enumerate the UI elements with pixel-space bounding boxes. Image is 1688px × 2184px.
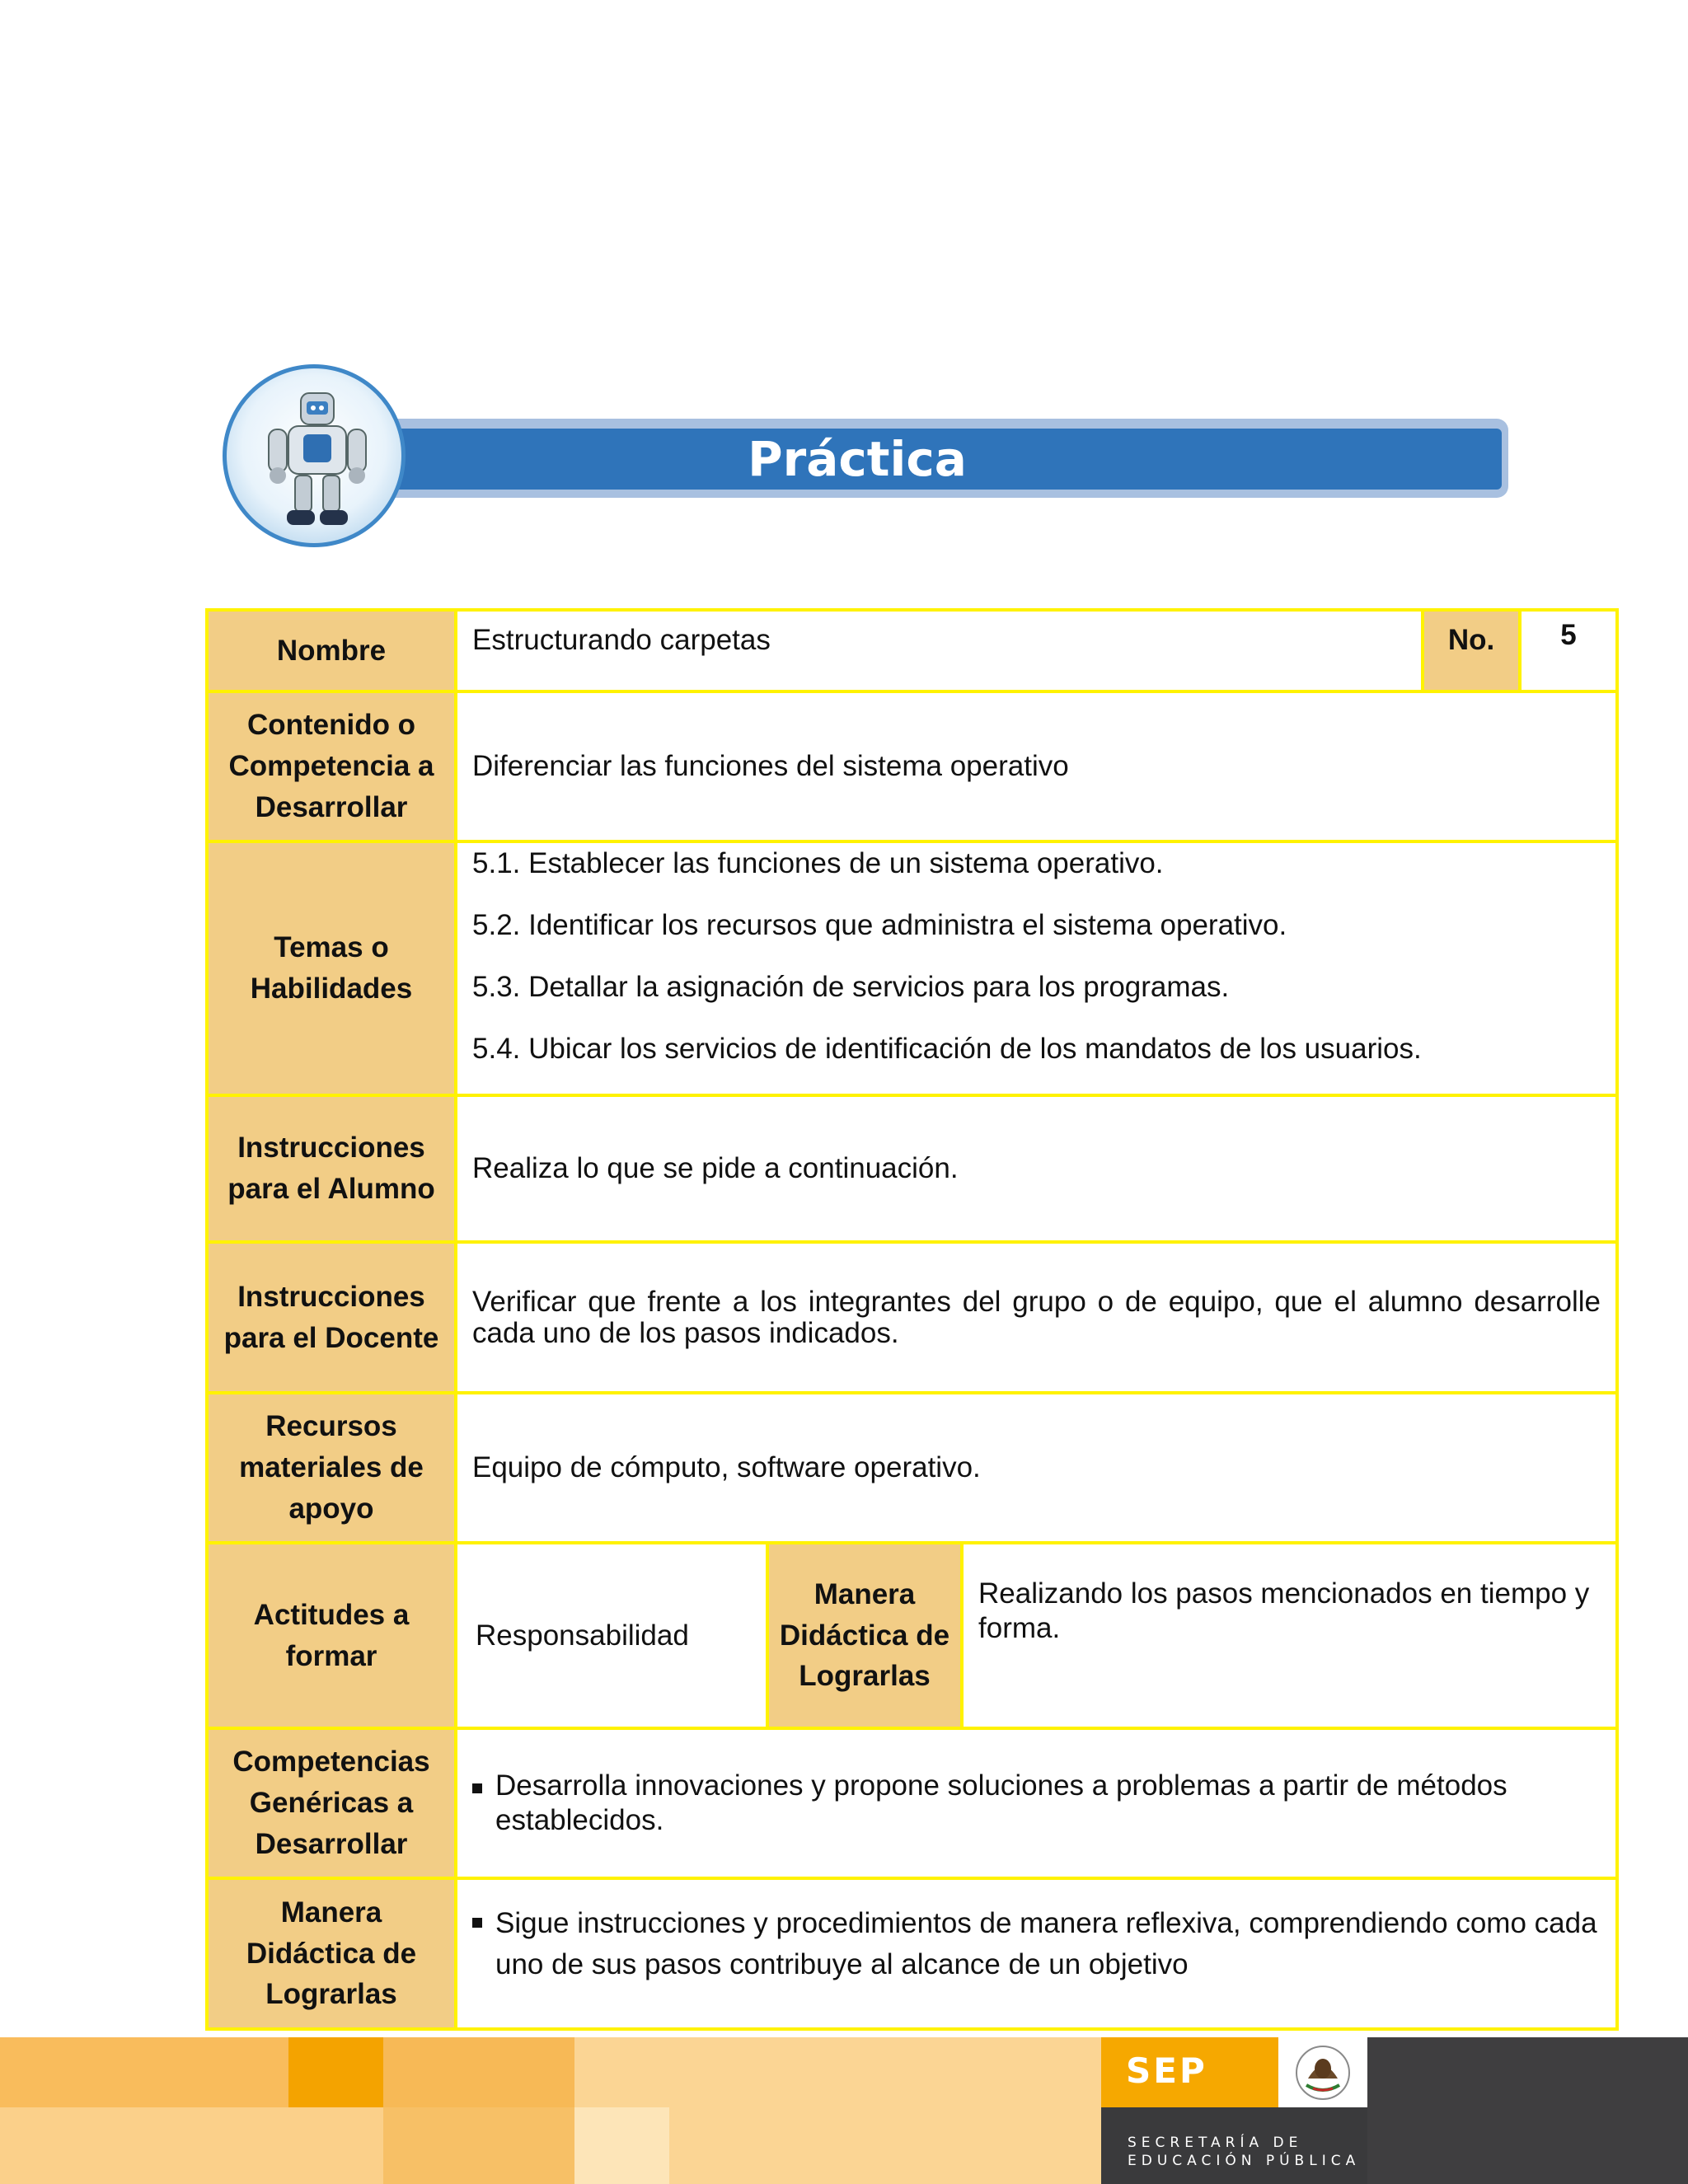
generic-competencies-value (456, 1728, 1617, 1878)
row-topics (207, 841, 1617, 1095)
content-label: Contenido o Competencia a Desarrollar (207, 691, 456, 841)
student-instructions-label: Instrucciones para el Alumno (207, 1095, 456, 1242)
practice-header (223, 364, 1512, 550)
resources-value: Equipo de cómputo, software operativo. (456, 1393, 1617, 1543)
name-value: Estructurando carpetas (456, 610, 1423, 691)
footer-block (0, 2037, 288, 2107)
didactic-method-label: Manera Didáctica de Lograrlas (207, 1878, 456, 2029)
topic-item: 5.2. Identificar los recursos que administra el sistema operativo. (472, 909, 1287, 941)
department-line-1: SECRETARÍA DE (1128, 2135, 1303, 2151)
footer-block (574, 2107, 669, 2184)
row-name (207, 610, 1617, 691)
number-value: 5 (1520, 610, 1617, 691)
robot-mascot-icon (223, 364, 406, 547)
attitudes-method-label: Manera Didáctica de Lograrlas (767, 1543, 962, 1728)
number-label: No. (1423, 610, 1520, 691)
teacher-instructions-value: Verificar que frente a los integrantes del grupo o de equipo, que el alumno desarrolle cada uno de los pasos indicados. (456, 1242, 1617, 1393)
attitudes-label: Actitudes a formar (207, 1543, 456, 1728)
sep-logo-text: SEP (1126, 2050, 1207, 2091)
attitudes-value: Responsabilidad (456, 1543, 767, 1728)
department-line-2: EDUCACIÓN PÚBLICA (1128, 2153, 1361, 2169)
row-resources (207, 1393, 1617, 1543)
footer-block (288, 2037, 383, 2107)
footer-block (669, 2107, 1101, 2184)
topics-value (456, 841, 1617, 1095)
square-bullet-icon (472, 1918, 482, 1928)
row-content (207, 691, 1617, 841)
list-item (472, 1903, 1601, 1985)
teacher-instructions-label: Instrucciones para el Docente (207, 1242, 456, 1393)
didactic-method-value (456, 1878, 1617, 2029)
row-didactic-method (207, 1878, 1617, 2029)
resources-label: Recursos materiales de apoyo (207, 1393, 456, 1543)
square-bullet-icon (472, 1783, 482, 1793)
topic-item: 5.1. Establecer las funciones de un sistema operativo. (472, 847, 1164, 879)
footer-block (383, 2037, 574, 2107)
page-title: Práctica (748, 431, 967, 487)
list-item (472, 1769, 1601, 1838)
row-student-instructions (207, 1095, 1617, 1242)
footer-banner (0, 2037, 1688, 2184)
row-attitudes (207, 1543, 1617, 1728)
footer-block (574, 2037, 1101, 2107)
row-teacher-instructions (207, 1242, 1617, 1393)
attitudes-method-value: Realizando los pasos mencionados en tiempo y forma. (962, 1543, 1617, 1728)
footer-block (0, 2107, 383, 2184)
content-value: Diferenciar las funciones del sistema operativo (456, 691, 1617, 841)
generic-competency-text: Desarrolla innovaciones y propone soluciones a problemas a partir de métodos establecidos. (495, 1769, 1507, 1836)
topics-list (472, 846, 1601, 1066)
topic-item: 5.3. Detallar la asignación de servicios para los programas. (472, 971, 1230, 1003)
row-generic-competencies (207, 1728, 1617, 1878)
student-instructions-value: Realiza lo que se pide a continuación. (456, 1095, 1617, 1242)
name-label: Nombre (207, 610, 456, 691)
didactic-method-text: Sigue instrucciones y procedimientos de manera reflexiva, comprendiendo como cada uno de sus pasos contribuye al alcance de un objetivo (495, 1907, 1597, 1980)
topic-item: 5.4. Ubicar los servicios de identificación de los mandatos de los usuarios. (472, 1033, 1422, 1065)
practice-table (205, 608, 1619, 2031)
topics-label: Temas o Habilidades (207, 841, 456, 1095)
footer-block (383, 2107, 574, 2184)
footer-dark-block (1367, 2037, 1688, 2184)
generic-competencies-label: Competencias Genéricas a Desarrollar (207, 1728, 456, 1878)
mexico-coat-of-arms-icon (1278, 2037, 1367, 2107)
